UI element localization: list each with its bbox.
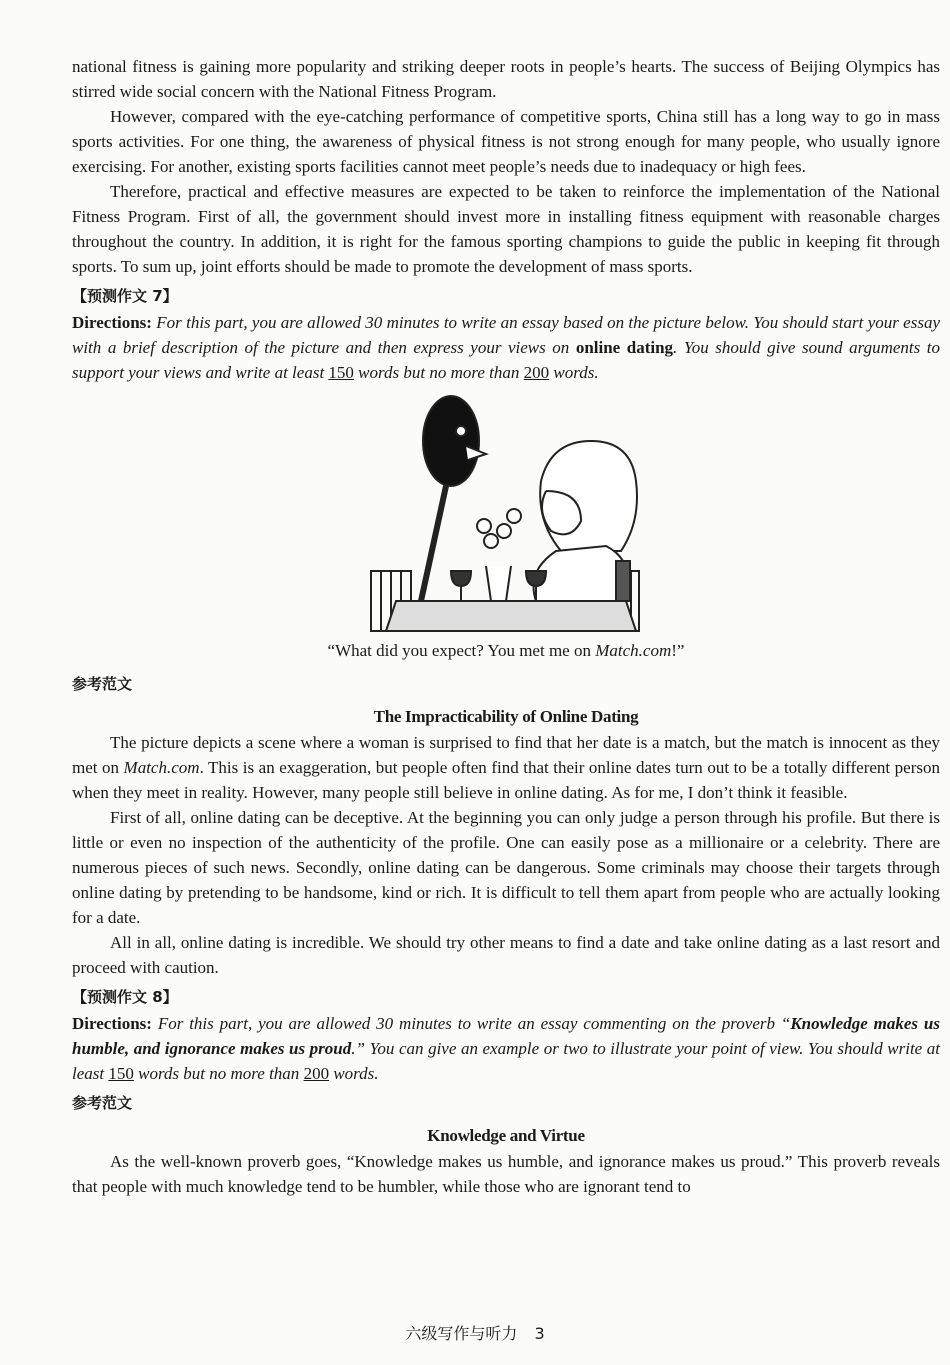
paragraph: national fitness is gaining more popularity and striking deeper roots in people’s hearts. The success of Beijing Olympics has stirred wide social concern with the National Fitness Program. <box>72 57 940 101</box>
caption-text: !” <box>671 641 685 660</box>
paragraph: First of all, online dating can be deceptive. At the beginning you can only judge a person through his profile. But there is little or even no inspection of the authenticity of the profile. One can easily pose as a millionaire or a celebrity. There are numerous pieces of such news. Secondly, online dating can be dangerous. Some criminals may choose their targets through online dating by pretending to be handsome, kind or rich. It is difficult to tell them apart from people who are actually looking for a date. <box>72 808 940 927</box>
min-words: 150 <box>328 363 354 382</box>
essay-title: Knowledge and Virtue <box>427 1126 585 1145</box>
directions-text: For this part, you are allowed 30 minutes to write an essay based on the picture below. You should start your essay with a brief description of the picture and then express your views on <box>72 313 940 357</box>
document-page <box>72 54 940 1199</box>
cartoon-caption <box>72 638 940 663</box>
directions-text: words. <box>329 1064 379 1083</box>
paragraph: All in all, online dating is incredible. We should try other means to find a date and take online dating as a last resort and proceed with caution. <box>72 933 940 977</box>
sample-heading: 参考范文 <box>72 675 133 693</box>
caption-site: Match.com <box>595 641 672 660</box>
directions-text: words but no more than <box>133 1064 304 1083</box>
text: . This is an exaggeration, but people often find that their online dates turn out to be a totally different person when they meet in reality. However, many people still believe in online dating. As for me, I don’t think it feasible. <box>72 758 940 802</box>
page-number: 3 <box>534 1324 545 1343</box>
directions-text: . You should give sound arguments to support your views and write at least <box>72 338 940 382</box>
paragraph: However, compared with the eye-catching performance of competitive sports, China still has a long way to go in mass sports activities. For one thing, the awareness of physical fitness is not strong enough for many people, who usually ignore exercising. For another, existing sports facilities cannot meet people’s needs due to inadequacy or high fees. <box>72 107 940 176</box>
min-words: 150 <box>108 1064 134 1083</box>
max-words: 200 <box>303 1064 330 1083</box>
section-heading-essay-8: 【预测作文 8】 <box>72 988 178 1006</box>
proverb: Knowledge makes us humble, and ignorance makes us proud <box>72 1014 940 1058</box>
paragraph <box>72 730 940 805</box>
topic: online dating <box>575 338 674 357</box>
directions-text: .” You can give an example or two to illustrate your point of view. You should write at least <box>72 1039 940 1083</box>
max-words: 200 <box>523 363 550 382</box>
directions-label: Directions: <box>72 313 152 332</box>
site-name: Match.com <box>123 758 200 777</box>
essay-title: The Impracticability of Online Dating <box>373 707 639 726</box>
sample-heading: 参考范文 <box>72 1094 133 1112</box>
paragraph: As the well-known proverb goes, “Knowledge makes us humble, and ignorance makes us proud.” This proverb reveals that people with much knowledge tend to be humbler, while those who are ignorant tend to <box>72 1152 940 1196</box>
directions-label: Directions: <box>72 1014 152 1033</box>
directions-essay-7 <box>72 310 940 385</box>
section-heading-essay-7: 【预测作文 7】 <box>72 287 178 305</box>
paragraph: Therefore, practical and effective measures are expected to be taken to reinforce the implementation of the National Fitness Program. First of all, the government should invest more in installing fitness equipment with reasonable charges throughout the country. In addition, it is right for the famous sporting champions to guide the public in keeping fit through sports. To sum up, joint efforts should be made to promote the development of mass sports. <box>72 182 940 276</box>
directions-text: For this part, you are allowed 30 minutes to write an essay commenting on the proverb “ <box>151 1014 791 1033</box>
book-title: 六级写作与听力 <box>405 1324 518 1343</box>
directions-essay-8 <box>72 1011 940 1086</box>
text: The picture depicts a scene where a woman is surprised to find that her date is a match, but the match is innocent as they met on <box>72 733 940 777</box>
caption-text: “What did you expect? You met me on <box>327 641 596 660</box>
cartoon-illustration <box>366 391 646 636</box>
directions-text: words but no more than <box>353 363 524 382</box>
page-footer <box>0 1321 950 1344</box>
directions-text: words. <box>549 363 599 382</box>
